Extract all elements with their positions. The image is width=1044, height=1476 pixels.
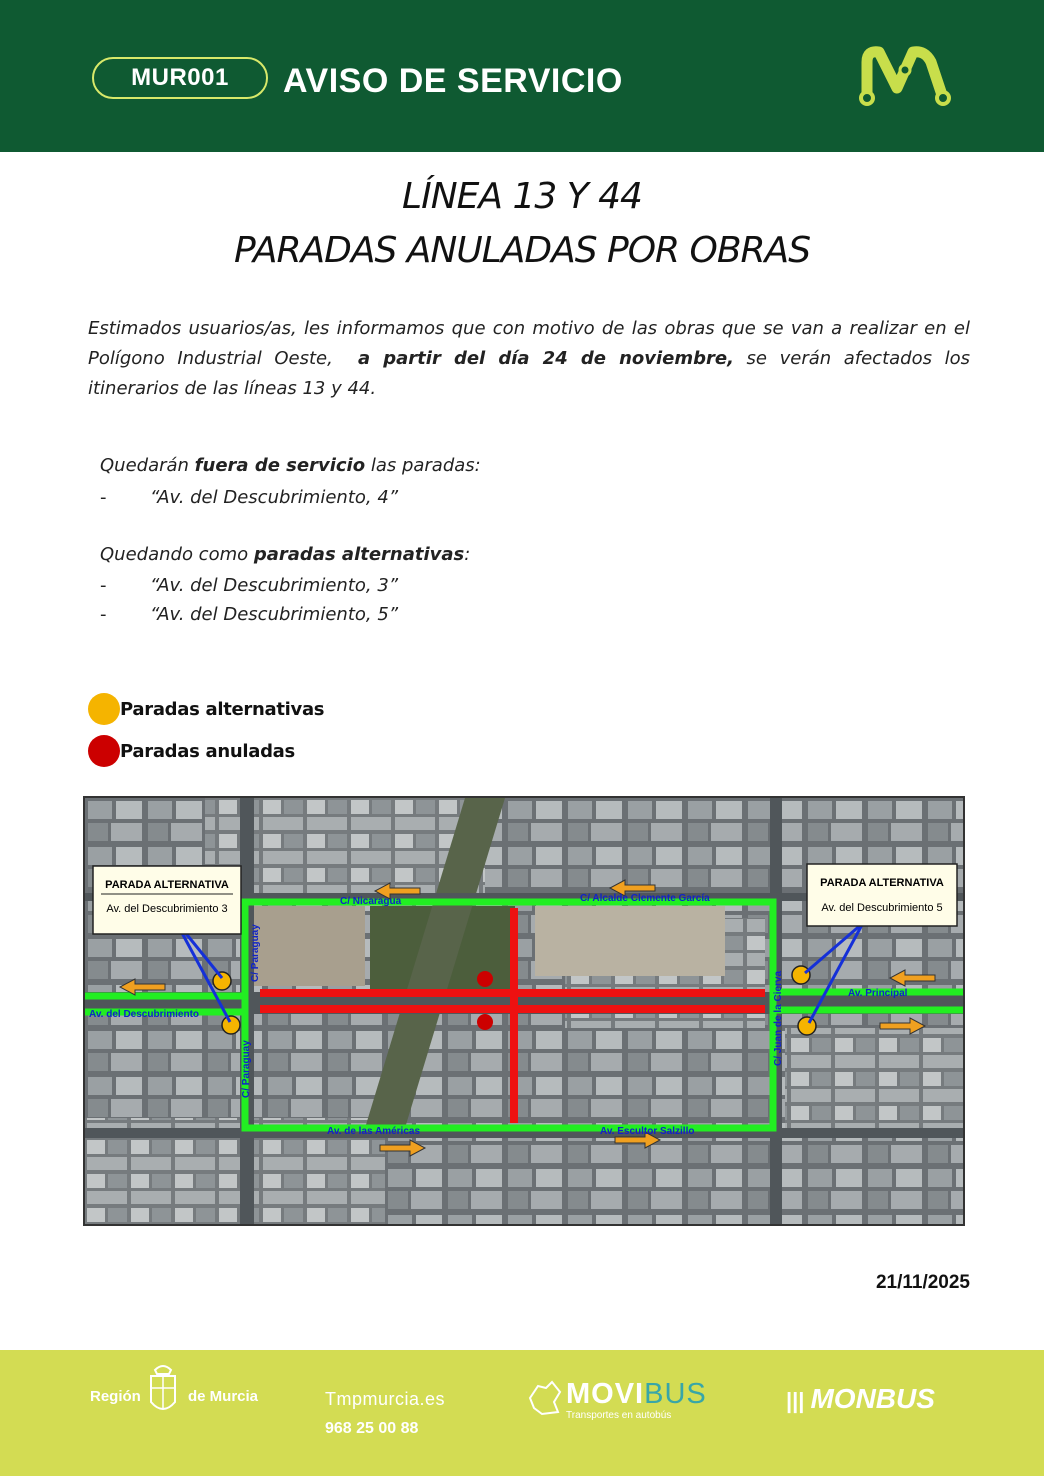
svg-text:PARADA ALTERNATIVA: PARADA ALTERNATIVA — [105, 879, 229, 891]
street-label: C/ Paraguay — [250, 924, 261, 982]
street-label: C/ Juan de la Cierva — [773, 970, 784, 1066]
movibus-part: MOVI — [566, 1378, 645, 1410]
list-item: - “Av. del Descubrimiento, 4” — [100, 487, 399, 508]
region-label-left: Región — [90, 1388, 141, 1405]
heading-suffix: las paradas: — [365, 455, 481, 476]
website-link[interactable]: Tmpmurcia.es — [325, 1389, 446, 1409]
svg-text:Av. del Descubrimiento 5: Av. del Descubrimiento 5 — [821, 902, 943, 914]
legend-item-alternative — [88, 692, 324, 726]
map-svg — [85, 798, 963, 1224]
notice-date: 21/11/2025 — [875, 1272, 970, 1293]
cancelled-stop-marker — [477, 1014, 493, 1030]
heading-suffix: : — [464, 544, 471, 565]
title-subject: PARADAS ANULADAS POR OBRAS — [233, 230, 811, 271]
header-bar — [0, 0, 1044, 152]
region-label-right: de Murcia — [188, 1388, 259, 1405]
intro-paragraph — [88, 314, 970, 404]
service-code-badge: MUR001 — [92, 57, 268, 99]
movibus-subtitle: Transportes en autobús — [566, 1410, 672, 1421]
intro-text-2: se verán afectados los itinerarios de las líneas 13 y 44. — [88, 348, 970, 399]
heading-bold: fuera de servicio — [194, 455, 366, 476]
intro-date-highlight: a partir del día 24 de noviembre, — [357, 348, 734, 369]
street-label: Av. Escultor Salzillo — [600, 1126, 695, 1137]
svg-text:Av. del Descubrimiento 3: Av. del Descubrimiento 3 — [106, 903, 228, 915]
movibus-part: BUS — [644, 1378, 707, 1410]
title-lines: LÍNEA 13 Y 44 — [402, 176, 642, 217]
movibus-map-icon — [524, 1378, 564, 1418]
list-item: - “Av. del Descubrimiento, 3” — [100, 575, 399, 596]
callout-right — [807, 864, 957, 926]
stop-name: “Av. del Descubrimiento, 4” — [150, 487, 399, 508]
monbus-bars-icon: ||| — [786, 1388, 805, 1413]
street-label: C/ Alcalde Clemente García — [580, 893, 710, 904]
heading-prefix: Quedarán — [100, 455, 195, 476]
alternatives-heading — [100, 544, 470, 565]
m-logo-icon — [855, 40, 955, 110]
heading-bold: paradas alternativas — [253, 544, 465, 565]
region-shield-icon — [145, 1360, 181, 1422]
red-dot-icon — [88, 735, 120, 767]
legend-label: Paradas anuladas — [120, 740, 295, 762]
movibus-logo — [566, 1378, 707, 1411]
legend-label: Paradas alternativas — [120, 698, 325, 720]
callout-left — [93, 866, 241, 934]
street-label: Av. del Descubrimiento — [89, 1009, 200, 1020]
monbus-name: MONBUS — [810, 1383, 935, 1414]
stop-name: “Av. del Descubrimiento, 5” — [150, 604, 399, 625]
legend-item-cancelled — [88, 734, 295, 768]
street-label: Av. de las Américas — [327, 1126, 421, 1137]
yellow-dot-icon — [88, 693, 120, 725]
alternative-stop-marker — [213, 972, 231, 990]
phone-number: 968 25 00 88 — [325, 1420, 419, 1437]
street-label: Av. Principal — [848, 988, 908, 999]
out-of-service-heading — [100, 455, 481, 476]
monbus-logo — [786, 1383, 935, 1415]
cancelled-stop-marker — [477, 971, 493, 987]
alternative-stop-marker — [222, 1016, 240, 1034]
street-label: C/ Paraguay — [241, 1040, 252, 1098]
alternative-stop-marker — [798, 1017, 816, 1035]
street-label: C/ Nicaragua — [340, 896, 402, 907]
heading-prefix: Quedando como — [100, 544, 254, 565]
svg-text:PARADA ALTERNATIVA: PARADA ALTERNATIVA — [820, 877, 944, 889]
alternative-stop-marker — [792, 966, 810, 984]
map-image — [83, 796, 965, 1226]
intro-text-1: Estimados usuarios/as, les informamos que con motivo de las obras que se van a realizar en el Polígono Industrial Oeste, — [88, 318, 970, 369]
list-item: - “Av. del Descubrimiento, 5” — [100, 604, 399, 625]
stop-name: “Av. del Descubrimiento, 3” — [150, 575, 399, 596]
header-title: AVISO DE SERVICIO — [283, 62, 623, 100]
